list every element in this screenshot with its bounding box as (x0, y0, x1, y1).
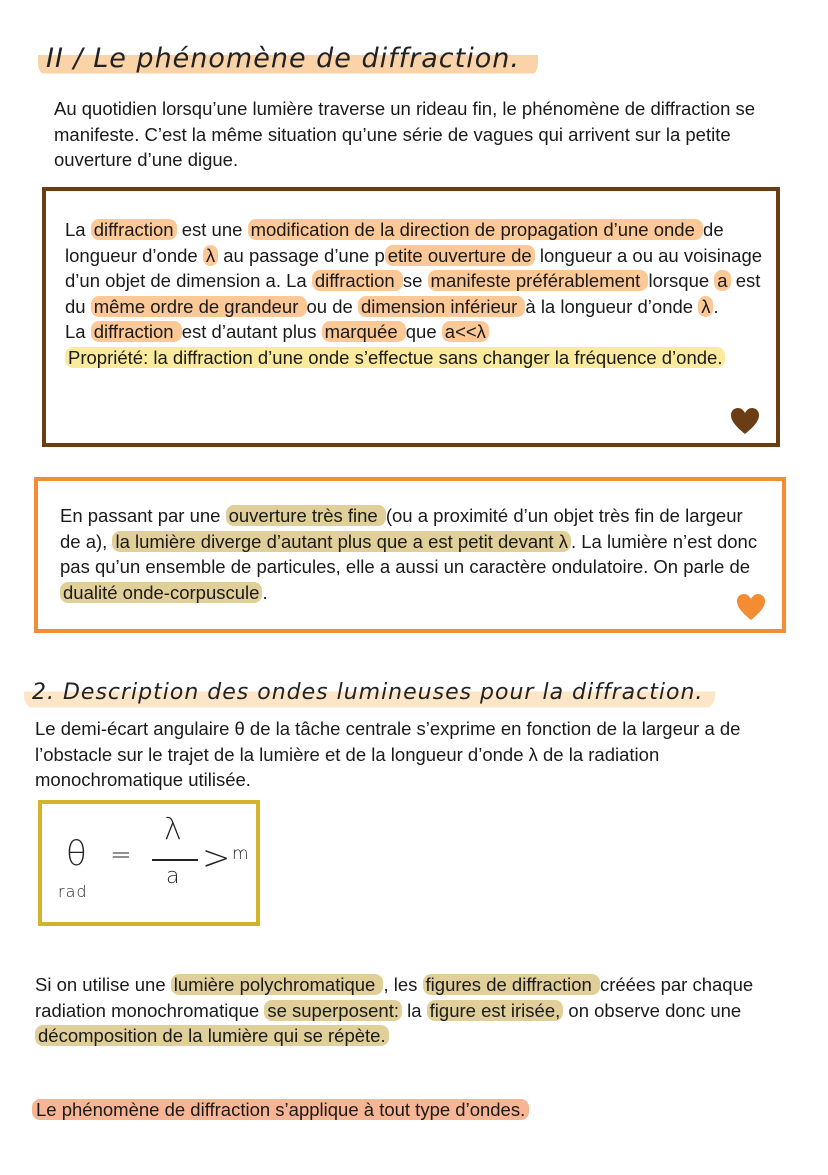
text-run: créées par chaque radiation monochromatique (35, 974, 754, 1021)
highlight: lumière polychromatique (171, 974, 384, 995)
formula-unit-rad: rad (58, 882, 88, 901)
highlight: diffraction (91, 219, 177, 240)
light-wave-box (34, 477, 786, 633)
subsection-title: 2. Description des ondes lumineuses pour la diffraction. (32, 680, 704, 705)
formula-denominator: a (166, 864, 181, 889)
angular-spread-paragraph: Le demi-écart angulaire θ de la tâche centrale s’exprime en fonction de la largeur a de l’obstacle sur le trajet de la lumière et de la longueur d’onde λ de la radiation monochromatique utilisée. (35, 718, 741, 790)
heart-icon (730, 407, 760, 435)
formula-numerator: λ (164, 812, 183, 847)
section-title-highlight (38, 40, 538, 78)
highlight: diffraction (91, 321, 182, 342)
text-run: se (402, 270, 428, 291)
text-run: on observe donc une (563, 999, 742, 1021)
highlight: ouverture très fine (226, 505, 386, 526)
text-run: est du (65, 270, 761, 317)
text-run: (ou a proximité d’un objet très fin de largeur de a), (60, 505, 743, 552)
highlight: diffraction (312, 270, 403, 291)
text-run: au passage d’une p (218, 244, 385, 266)
text-run: est une (176, 219, 248, 240)
text-run: La (65, 321, 91, 342)
formula-theta: θ (66, 834, 88, 874)
polychromatic-paragraph (35, 972, 795, 1049)
formula-equals: = (110, 840, 133, 870)
highlight: dimension inférieur (358, 296, 525, 317)
formula-box (38, 800, 260, 926)
highlight: a<<λ (442, 321, 489, 342)
highlight: figures de diffraction (423, 974, 600, 995)
heart-icon (736, 593, 766, 621)
subsection-title-highlight (24, 676, 715, 710)
conclusion-highlight: Le phénomène de diffraction s’applique à tout type d’ondes. (32, 1099, 529, 1120)
fraction-bar (152, 859, 198, 861)
property-highlight: Propriété: la diffraction d’une onde s’effectue sans changer la fréquence d’onde. (65, 347, 725, 368)
text-run: longueur a ou au voisinage d’un objet de dimension a. La (65, 244, 763, 291)
highlight: manifeste préférablement (428, 270, 649, 291)
text-run: la (401, 999, 427, 1021)
intro-paragraph: Au quotidien lorsqu’une lumière traverse un rideau fin, le phénomène de diffraction se manifeste. C’est la même situation qu’une série de vagues qui arrivent sur la petite ouverture d’une digue. (54, 98, 756, 170)
text-run: lorsque (648, 270, 715, 291)
light-wave-text (60, 503, 760, 605)
highlight: se superposent: (264, 1000, 402, 1021)
highlight: etite ouverture de (385, 245, 535, 266)
formula-unit-m: m (232, 844, 250, 864)
highlight: décomposition de la lumière qui se répète. (35, 1025, 389, 1046)
highlight: λ (203, 245, 218, 266)
text-run: ou de (306, 295, 358, 317)
text-run: . La lumière n’est donc pas qu’un ensemble de particules, elle a aussi un caractère ondulatoire. On parle de (60, 530, 758, 577)
text-run: , les (383, 974, 423, 995)
definition-text (65, 217, 765, 370)
text-run: . (262, 581, 268, 603)
highlight: a (714, 270, 730, 291)
text-run: . (713, 295, 719, 317)
highlight: même ordre de grandeur (91, 296, 307, 317)
conclusion-line (32, 1097, 529, 1123)
definition-box (42, 187, 780, 447)
text-run: de longueur d’onde (65, 219, 724, 266)
text-run: à la longueur d’onde (525, 295, 699, 317)
formula-arrow: > (202, 838, 232, 878)
text-run: La (65, 219, 91, 240)
text-run: est d’autant plus (181, 321, 322, 342)
text-run: En passant par une (60, 505, 226, 526)
text-run: que (405, 321, 442, 342)
highlight: marquée (322, 321, 406, 342)
section-title: II / Le phénomène de diffraction. (46, 43, 520, 74)
highlight: modification de la direction de propagation d’une onde (248, 219, 703, 240)
text-run: Si on utilise une (35, 974, 171, 995)
highlight: figure est irisée, (427, 1000, 564, 1021)
highlight: la lumière diverge d’autant plus que a est petit devant λ (112, 531, 571, 552)
highlight: dualité onde-corpuscule (60, 582, 262, 603)
highlight: λ (698, 296, 713, 317)
